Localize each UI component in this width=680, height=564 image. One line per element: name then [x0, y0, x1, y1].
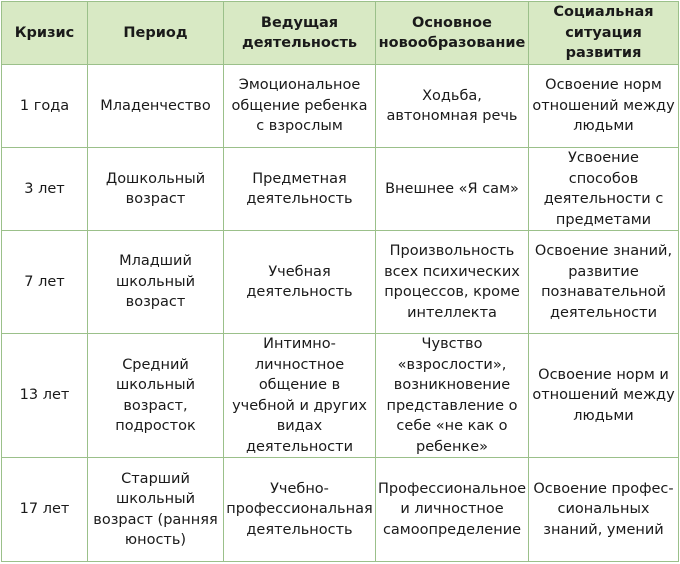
cell-neoformation: Профессиональное и личностное самоопределение [376, 458, 529, 562]
table-row [2, 65, 679, 148]
header-row [2, 2, 679, 65]
cell-crisis: 3 лет [2, 148, 88, 231]
table-row [2, 231, 679, 334]
cell-crisis: 17 лет [2, 458, 88, 562]
age-crises-table [1, 1, 679, 562]
cell-activity: Предметная деятельность [224, 148, 376, 231]
cell-neoformation: Внешнее «Я сам» [376, 148, 529, 231]
table-row [2, 458, 679, 562]
header-activity: Ведущая деятельность [224, 2, 376, 65]
cell-period: Средний школьный возраст, подросток [88, 334, 224, 458]
cell-neoformation: Чувство «взрослости», возникновение представление о себе «не как о ребенке» [376, 334, 529, 458]
cell-neoformation: Ходьба, автономная речь [376, 65, 529, 148]
cell-period: Дошкольный возраст [88, 148, 224, 231]
cell-activity: Интимно-личностное общение в учебной и других видах деятельности [224, 334, 376, 458]
cell-activity: Учебно-профессиональная деятельность [224, 458, 376, 562]
cell-social: Освоение профес-сиональных знаний, умений [529, 458, 679, 562]
table-row [2, 148, 679, 231]
cell-period: Младший школьный возраст [88, 231, 224, 334]
cell-social: Освоение знаний, развитие познавательной деятельности [529, 231, 679, 334]
cell-social: Освоение норм отношений между людьми [529, 65, 679, 148]
cell-activity: Учебная деятельность [224, 231, 376, 334]
cell-activity: Эмоциональное общение ребенка с взрослым [224, 65, 376, 148]
header-social: Социальная ситуация развития [529, 2, 679, 65]
cell-period: Младенчество [88, 65, 224, 148]
cell-crisis: 7 лет [2, 231, 88, 334]
header-crisis: Кризис [2, 2, 88, 65]
cell-neoformation: Произвольность всех психических процессов, кроме интеллекта [376, 231, 529, 334]
cell-crisis: 1 года [2, 65, 88, 148]
header-period: Период [88, 2, 224, 65]
cell-crisis: 13 лет [2, 334, 88, 458]
cell-social: Усвоение способов деятельности с предметами [529, 148, 679, 231]
cell-social: Освоение норм и отношений между людьми [529, 334, 679, 458]
table-row [2, 334, 679, 458]
cell-period: Старший школьный возраст (ранняя юность) [88, 458, 224, 562]
header-neoformation: Основное новообразование [376, 2, 529, 65]
